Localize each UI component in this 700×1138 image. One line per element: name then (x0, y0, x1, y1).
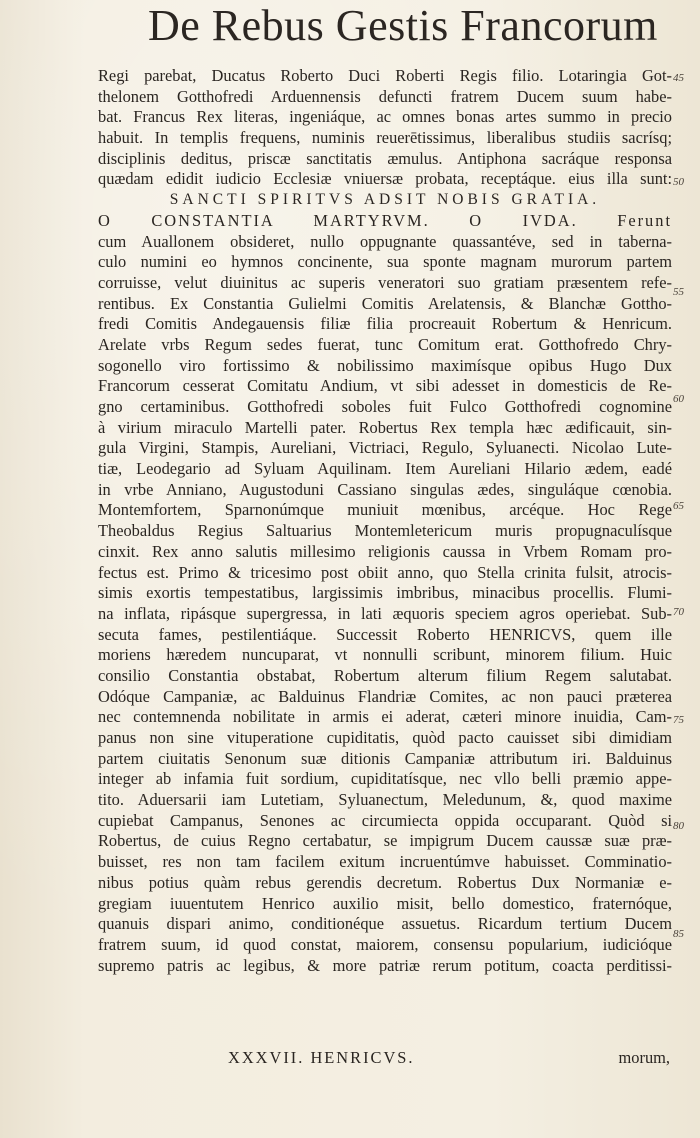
text-line: Odóque Campaniæ, ac Balduinus Flandriæ Comites, ac non pauci præterea (98, 686, 672, 706)
text-line: na inflata, ripásque supergressa, in lati æquoris speciem agros operiebat. Sub- (98, 603, 672, 623)
text-line: integer ab infamia fuit sordium, cupiditatísque, nec vllo belli præmio appe- (98, 769, 672, 789)
text-line: gno certaminibus. Gotthofredi soboles fuit Fulco Gotthofredi cognomine (98, 397, 672, 416)
text-line: quædam edidit iudicio Ecclesiæ vniuersæ probata, receptáque. eius illa sunt: (98, 169, 672, 189)
line-number: 55 (673, 286, 684, 298)
text-line: culo numini eo hymnos concinente, sua sponte magnam murorum partem (98, 252, 672, 272)
line-number: 45 (673, 72, 684, 84)
text-line: gula Virgini, Stampis, Aureliani, Victriaci, Regulo, Syluanecti. Nicolao Lute- (98, 438, 672, 458)
text-line: in vrbe Anniano, Augustoduni Cassiano singulas ædes, singuláque cœnobia. (98, 479, 672, 499)
text-line: Francorum cesserat Comitatu Andium, vt sibi adesset in domesticis de Re- (98, 376, 672, 396)
text-line: supremo patris ac legibus, & more patriæ rerum potitum, coacta perditissi- (98, 955, 672, 975)
text-line: tiæ, Leodegario ad Syluam Aquilinam. Item Aureliani Hilario ædem, eadé (98, 459, 672, 479)
text-line: corruisse, velut diuinitus ac superis veneratori suo gratiam præsentem refe- (98, 272, 672, 292)
text-line: cum Auallonem obsideret, nullo oppugnante quassantéve, sed in taberna- (98, 231, 672, 251)
text-line: disciplinis deditus, priscæ sanctitatis æmulus. Antiphona sacráque responsa (98, 148, 672, 168)
text-line: Arelate vrbs Regum sedes fuerat, tunc Comitum erat. Gotthofredo Chry- (98, 334, 672, 354)
text-line: Montemfortem, Sparnonúmque muniuit mœnibus, arcéque. Hoc Rege (98, 500, 672, 520)
text-line: thelonem Gotthofredi Arduennensis defuncti fratrem Ducem suum habe- (98, 86, 672, 106)
page-footer (98, 1048, 672, 1070)
running-head: De Rebus Gestis Francorum (148, 1, 658, 50)
text-line: bat. Francus Rex literas, ingeniáque, ac omnes bonas artes summo in precio (98, 107, 672, 127)
text-line: gregiam iuuentutem Henrico auxilio misit, bello domestico, fraternóque, (98, 893, 672, 913)
text-line: consilio Constantia obstabat, Robertum alterum filium Regem salutabat. (98, 665, 672, 685)
line-number: 85 (673, 928, 684, 940)
text-line: sogonello viro fortissimo & nobilissimo maximísque opibus Hugo Dux (98, 355, 672, 375)
text-line: quanuis dispari animo, conditionéque assuetus. Ricardum tertium Ducem (98, 914, 672, 934)
text-line: à virium miraculo Martelli pater. Robertus Rex templa hæc ædificauit, sin- (98, 417, 672, 437)
line-number: 75 (673, 714, 684, 726)
text-line: fectus est. Primo & tricesimo post obiit anno, quo Stella crinita fulsit, atrocis- (98, 562, 672, 582)
text-line: cinxit. Rex anno salutis millesimo religionis caussa in Vrbem Romam pro- (98, 541, 672, 561)
body-text (98, 66, 672, 976)
text-line: fredi Comitis Andegauensis filiæ filia procreauit Robertum & Henricum. (98, 314, 672, 334)
line-number: 65 (673, 500, 684, 512)
text-line: buisset, res non tam facilem exitum incruentúmve habuisset. Comminatio- (98, 852, 672, 872)
text-line: habuit. In templis frequens, numinis reuerētissimus, liberalibus studiis sacrísq; (98, 128, 672, 148)
text-line: moriens hæredem nuncuparat, vt nonnulli scribunt, minorem filium. Huic (98, 645, 672, 665)
text-line: nibus potius quàm rebus gerendis decretum. Robertus Dux Normaniæ e- (98, 872, 672, 892)
text-line: secuta fames, pestilentiáque. Successit Roberto HENRICVS, quem ille (98, 624, 672, 644)
text-line: Theobaldus Regius Saltuarius Montemletericum muris propugnaculísque (98, 521, 672, 541)
text-line: simis exortis tempestatibus, largissimis imbribus, minacibus procellis. Flumi- (98, 583, 672, 603)
line-number: 60 (673, 393, 684, 405)
text-line: Regi parebat, Ducatus Roberto Duci Roberti Regis filio. Lotaringia Got- (98, 66, 672, 85)
signature-mark: XXXVII. HENRICVS. (228, 1048, 415, 1067)
text-line: cupiebat Campanus, Senones ac circumiecta oppida occuparant. Quòd si (98, 810, 672, 830)
line-number: 70 (673, 606, 684, 618)
catchword: morum, (618, 1048, 670, 1067)
text-line: tito. Aduersarii iam Lutetiam, Syluanectum, Meledunum, &, quod maxime (98, 790, 672, 810)
antiphon-line: O CONSTANTIA MARTYRVM. O IVDA. Ferunt (98, 210, 672, 230)
text-line: partem ciuitatis Senonum suæ ditionis Campaniæ attributum iri. Balduinus (98, 748, 672, 768)
text-line: fratrem suum, id quod constat, maiorem, consensu popularium, iudicióque (98, 934, 672, 954)
line-number: 50 (673, 176, 684, 188)
text-line: Robertus, de cuius Regno certabatur, se impigrum Ducem caussæ suæ præ- (98, 831, 672, 851)
text-line: nec contemnenda nobilitate in armis ei aderat, cæteri minore inuidia, Cam- (98, 707, 672, 727)
text-line: panus non sine vituperatione cupiditatis, quòd pacto cauisset sibi dimidiam (98, 728, 672, 747)
line-number: 80 (673, 820, 684, 832)
antiphon-line: SANCTI SPIRITVS ADSIT NOBIS GRATIA. (169, 191, 601, 209)
text-line: rentibus. Ex Constantia Gulielmi Comitis Arelatensis, & Blanchæ Gottho- (98, 293, 672, 313)
